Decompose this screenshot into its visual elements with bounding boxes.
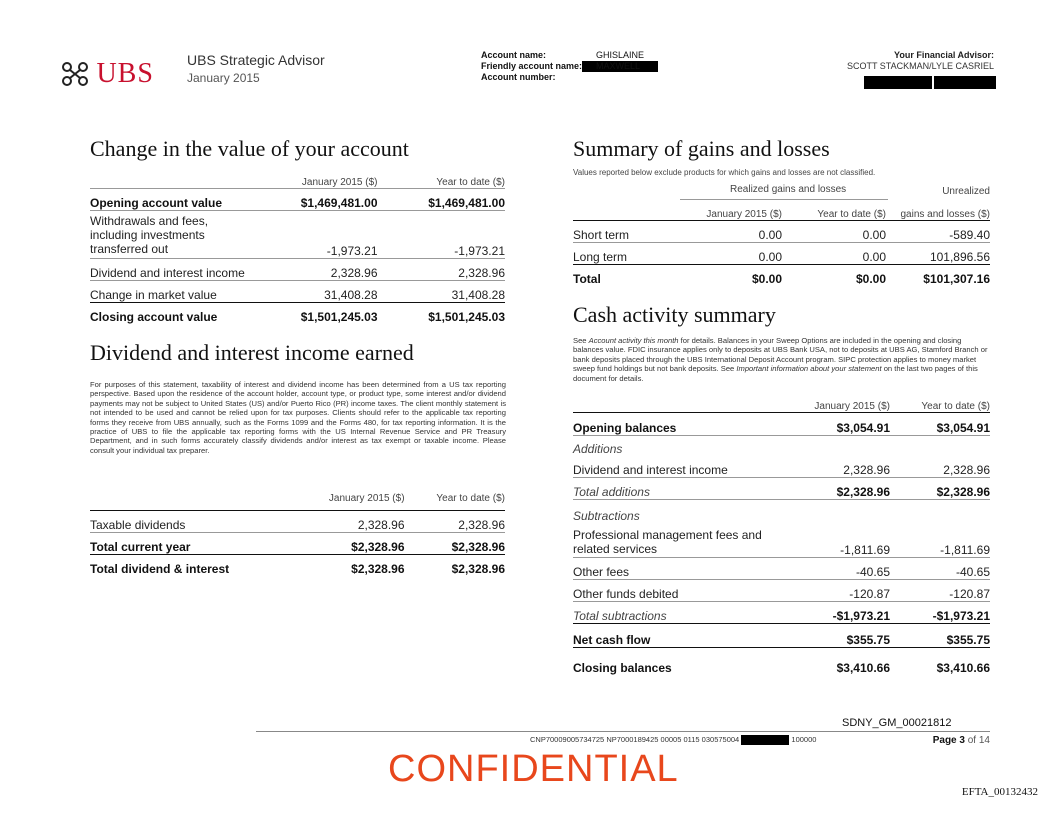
- row-value: $2,328.96: [451, 539, 505, 554]
- redaction-box: [864, 76, 932, 89]
- table-row: [573, 456, 990, 477]
- row-label: Taxable dividends: [90, 517, 186, 532]
- dividend-note: For purposes of this statement, taxability of interest and dividend income has been determined from a US tax reporting perspective. Based upon the residence of the account holder, account type, or product type, some interest and/or dividend payments may not be subject to United States (US) and/or Puerto Rico (PR) income taxes. The client monthly statement is not intended to be used and cannot be relied upon for tax purposes. Clients should refer to the applicable tax reporting forms they receive from UBS annually, such as the Forms 1099 and the Forms 480, for tax reporting information. It is the practice of UBS to file the applicable tax reporting forms with the US Internal Revenue Service and PR Treasury Department, and in such forms accurately classify dividends and/or interest as tax exempt or taxable income. Please consult your individual tax preparer.: [90, 380, 506, 455]
- row-value: -40.65: [855, 564, 890, 579]
- column-header: Year to date ($): [436, 176, 505, 188]
- row-value: $3,410.66: [936, 661, 990, 675]
- document-code: CNP70009005734725 NP7000189425 00005 0115 030575004 100000: [530, 735, 817, 744]
- row-value: 0.00: [758, 227, 782, 242]
- row-value: 2,328.96: [357, 517, 405, 532]
- advisor-name: SCOTT STACKMAN/LYLE CASRIEL: [846, 61, 994, 71]
- column-header: gains and losses ($): [900, 208, 990, 220]
- efta-number: EFTA_00132432: [961, 786, 1038, 798]
- redaction-box: [934, 76, 996, 89]
- friendly-name-label: Friendly account name:: [481, 61, 583, 71]
- table-row: [573, 477, 990, 499]
- table-row: [90, 510, 505, 532]
- row-label: Closing account value: [90, 310, 218, 324]
- change-in-value-table: [90, 170, 505, 324]
- table-row: [90, 532, 505, 554]
- row-value: 0.00: [862, 227, 886, 242]
- row-value: $1,501,245.03: [428, 310, 505, 324]
- row-value: 2,328.96: [843, 462, 890, 477]
- cash-note: See Account activity this month for details. Balances in your Sweep Options are included in the opening and closing balances value. FDIC insurance applies only to deposits at UBS Bank USA, not to deposits at UBS AG, Stamford Branch or bank deposits placed through the UBS International Deposit Account program. SIPC protection applies to money market sweep fund holdings but not bank deposits. See Important information about your statement on the last two pages of this document for details.: [573, 336, 988, 383]
- row-value: 2,328.96: [330, 265, 378, 280]
- table-row: [573, 557, 990, 579]
- row-label: Dividend and interest income: [573, 462, 728, 477]
- table-row: [573, 220, 990, 242]
- table-row: [90, 258, 505, 280]
- table-row: [90, 302, 505, 324]
- row-value: -589.40: [949, 227, 990, 242]
- brand-logo-text: UBS: [96, 58, 154, 89]
- section-label: Subtractions: [573, 509, 640, 523]
- table-row: [573, 242, 990, 264]
- row-value: -1,811.69: [940, 542, 990, 557]
- row-label: Opening account value: [90, 195, 223, 210]
- row-value: $0.00: [751, 272, 782, 286]
- gains-title: Summary of gains and losses: [573, 136, 830, 161]
- gains-table: [573, 200, 990, 286]
- row-value: 31,408.28: [324, 287, 378, 302]
- column-header: January 2015 ($): [301, 176, 378, 188]
- row-label: Dividend and interest income: [90, 265, 245, 280]
- row-label: Net cash flow: [573, 632, 651, 647]
- column-header: Year to date ($): [436, 493, 505, 504]
- row-label: Closing balances: [573, 661, 672, 675]
- cash-table: [573, 394, 990, 675]
- gains-note: Values reported below exclude products for which gains and losses are not classified.: [573, 168, 876, 177]
- account-info: [481, 50, 658, 83]
- product-name: UBS Strategic Advisor: [187, 52, 325, 68]
- advisor-info: [847, 50, 994, 72]
- row-value: -120.87: [849, 586, 890, 601]
- table-row: [90, 188, 505, 210]
- row-value: -1,811.69: [840, 542, 890, 557]
- table-row: [90, 280, 505, 302]
- confidential-stamp: CONFIDENTIAL: [388, 748, 679, 790]
- statement-period: January 2015: [187, 71, 260, 85]
- row-value: 2,328.96: [458, 265, 505, 280]
- row-value: 2,328.96: [943, 462, 990, 477]
- cash-title: Cash activity summary: [573, 302, 776, 327]
- row-value: -40.65: [955, 564, 990, 579]
- row-label: Long term: [573, 249, 628, 264]
- section-label: Additions: [573, 442, 623, 456]
- table-row: [573, 601, 990, 623]
- dividend-title: Dividend and interest income earned: [90, 340, 414, 365]
- column-header: January 2015 ($): [814, 400, 890, 412]
- row-value: 0.00: [862, 249, 886, 264]
- column-header: January 2015 ($): [328, 493, 405, 504]
- column-header: Year to date ($): [921, 400, 990, 412]
- row-value: 101,896.56: [929, 249, 990, 264]
- table-row: [573, 264, 990, 286]
- footer-divider: [256, 731, 990, 732]
- account-name-label: Account name:: [481, 50, 547, 60]
- dividend-table: [90, 486, 505, 576]
- column-header: Year to date ($): [817, 208, 886, 220]
- row-label: Other funds debited: [573, 586, 679, 601]
- redaction-box: [741, 735, 789, 745]
- row-value: $2,328.96: [836, 484, 890, 499]
- change-in-value-title: Change in the value of your account: [90, 136, 409, 161]
- column-header: January 2015 ($): [706, 208, 782, 220]
- table-row: [573, 523, 990, 557]
- table-row: [90, 210, 505, 258]
- row-value: $2,328.96: [451, 562, 505, 576]
- row-value: $355.75: [946, 632, 990, 647]
- page-indicator: Page 3 of 14: [932, 735, 990, 746]
- row-label: Total: [573, 272, 601, 286]
- advisor-label: Your Financial Advisor:: [893, 50, 994, 60]
- row-value: 2,328.96: [458, 517, 505, 532]
- row-value: -120.87: [949, 586, 990, 601]
- row-label: Total current year: [90, 539, 191, 554]
- table-row: [90, 554, 505, 576]
- row-label: Other fees: [573, 564, 630, 579]
- row-value: 0.00: [758, 249, 782, 264]
- row-value: $101,307.16: [923, 272, 990, 286]
- row-label: Total dividend & interest: [90, 562, 230, 576]
- row-value: 31,408.28: [451, 287, 505, 302]
- row-label: Professional management fees and related services: [573, 527, 762, 556]
- row-value: -$1,973.21: [932, 608, 990, 623]
- row-value: $3,054.91: [836, 420, 890, 435]
- row-label: Opening balances: [573, 420, 677, 435]
- account-number-label: Account number:: [481, 72, 556, 82]
- table-row: [573, 623, 990, 647]
- row-value: -1,973.21: [326, 243, 378, 258]
- table-row: [573, 435, 990, 456]
- row-label: Short term: [573, 227, 630, 242]
- account-name-value: GHISLAINE MAXWELL: [596, 50, 645, 71]
- row-value: $1,469,481.00: [428, 195, 505, 210]
- row-value: $1,469,481.00: [300, 195, 378, 210]
- row-label: Change in market value: [90, 287, 217, 302]
- row-label: Total additions: [573, 484, 650, 499]
- row-value: $355.75: [846, 632, 890, 647]
- table-row: [573, 499, 990, 523]
- row-value: $3,410.66: [836, 661, 890, 675]
- keys-logo-icon: [58, 59, 92, 89]
- row-value: $2,328.96: [936, 484, 990, 499]
- realized-header: Realized gains and losses: [730, 184, 847, 195]
- row-value: $1,501,245.03: [300, 310, 378, 324]
- table-row: [573, 412, 990, 435]
- row-label: Withdrawals and fees, including investments transferred out: [90, 213, 209, 256]
- bates-number: SDNY_GM_00021812: [842, 717, 952, 729]
- table-row: [573, 579, 990, 601]
- table-row: [573, 647, 990, 675]
- unrealized-header: Unrealized: [942, 186, 990, 197]
- row-value: $2,328.96: [351, 539, 405, 554]
- row-value: $3,054.91: [936, 420, 990, 435]
- row-label: Total subtractions: [573, 608, 667, 623]
- row-value: -$1,973.21: [832, 608, 890, 623]
- ubs-logo: [58, 58, 154, 90]
- row-value: $2,328.96: [351, 562, 405, 576]
- row-value: $0.00: [855, 272, 886, 286]
- row-value: -1,973.21: [454, 243, 505, 258]
